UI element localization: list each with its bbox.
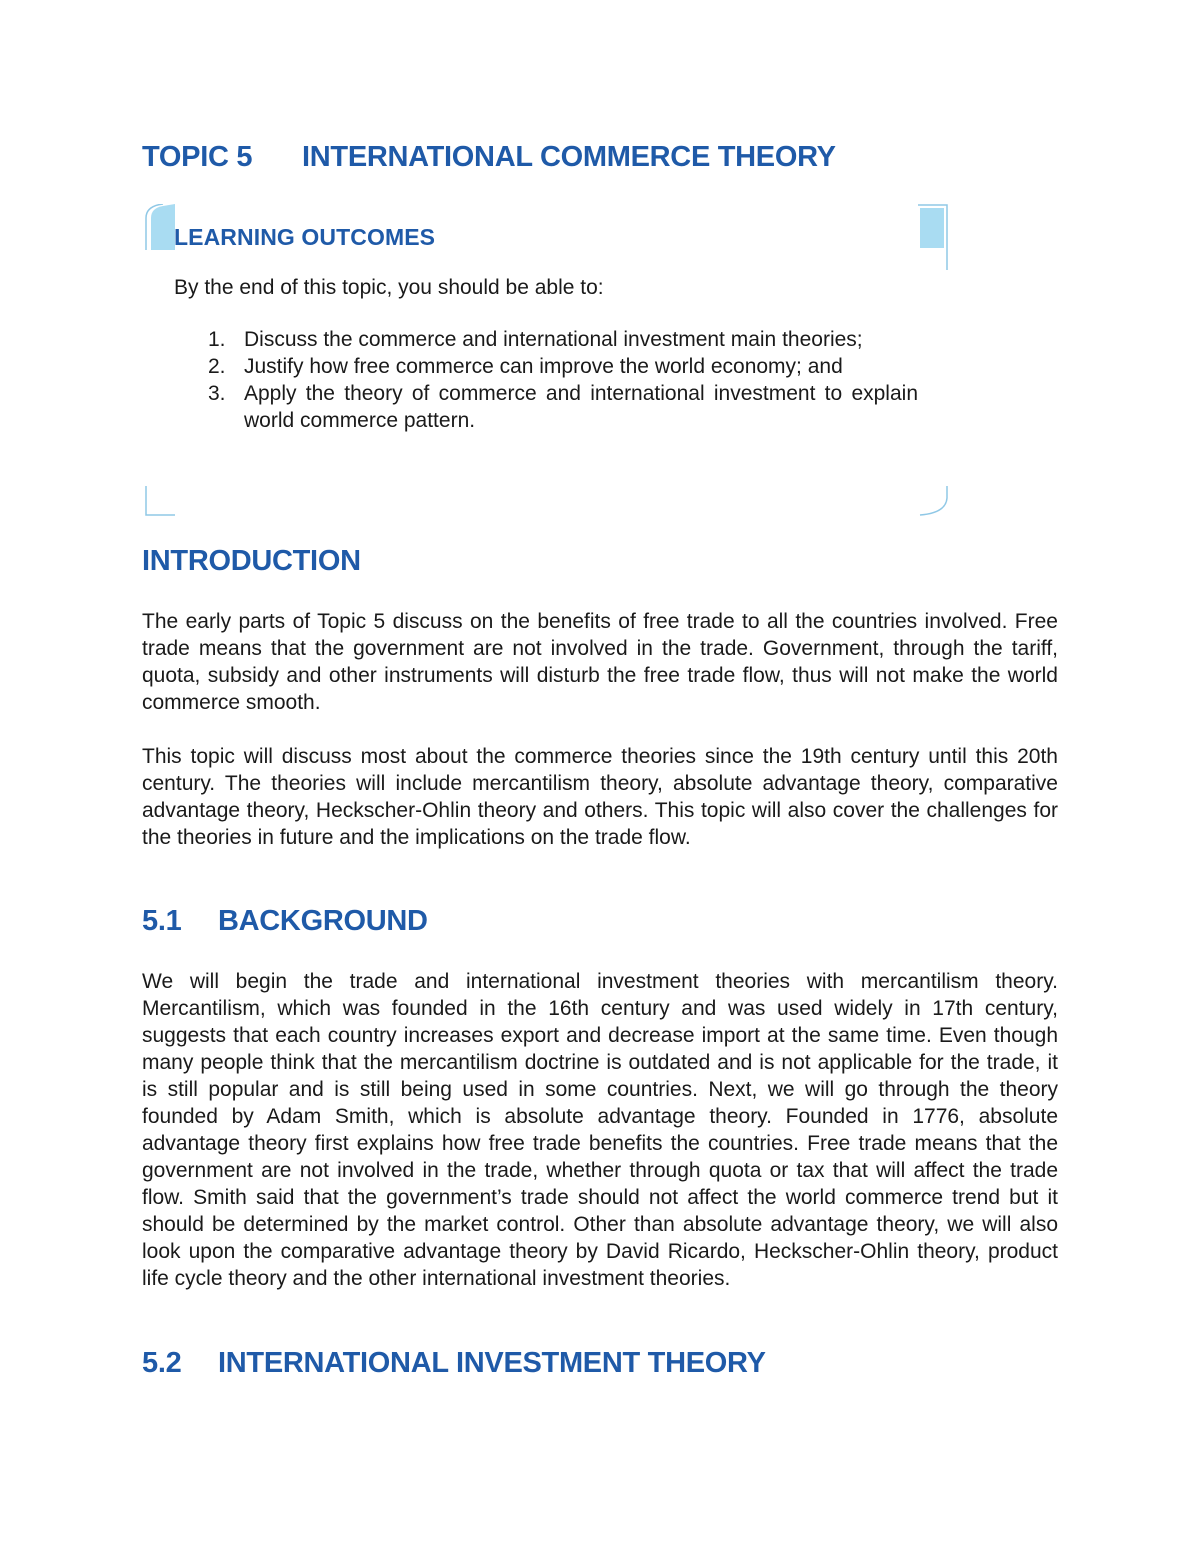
background-paragraph: We will begin the trade and international investment theories with mercantilism theory. Mercantilism, which was founded in the 16th century and was used widely in 17th century, suggests that each country increases export and decrease import at the same time. Even though many people think that the mercantilism doctrine is outdated and is not applicable for the trade, it is still popular and is still being used in some countries. Next, we will go through the theory founded by Adam Smith, which is absolute advantage theory. Founded in 1776, absolute advantage theory first explains how free trade benefits the countries. Free trade means that the government are not involved in the trade, whether through quota or tax that will affect the trade flow. Smith said that the government’s trade should not affect the world commerce trend but it should be determined by the market control. Other than absolute advantage theory, we will also look upon the comparative advantage theory by David Ricardo, Heckscher-Ohlin theory, product life cycle theory and the other international investment theories. [142,970,1058,1290]
topic-number: TOPIC 5 [142,141,253,173]
learning-outcomes-list [174,326,918,434]
list-item [174,353,918,380]
section-5-2-heading [142,1347,766,1380]
list-item-text: Justify how free commerce can improve the world economy; and [244,355,843,378]
frame-corner-bottom-right-icon [918,486,948,516]
section-title: INTERNATIONAL INVESTMENT THEORY [218,1347,766,1379]
frame-corner-top-right-icon [918,204,948,270]
section-number: 5.2 [142,1347,182,1379]
section-number: 5.1 [142,905,182,937]
section-5-1-heading [142,905,428,938]
learning-outcomes-intro: By the end of this topic, you should be able to: [174,276,604,299]
introduction-heading: INTRODUCTION [142,545,361,577]
list-item [174,380,918,434]
topic-title [142,141,836,174]
introduction-paragraph-1: The early parts of Topic 5 discuss on the benefits of free trade to all the countries involved. Free trade means that the government are not involved in the trade. Government, through the tariff, quota, subsidy and other instruments will disturb the free trade flow, thus will not make the world commerce smooth. [142,610,1058,714]
list-item-number: 2. [208,355,226,378]
section-title: BACKGROUND [218,905,428,937]
list-item-text: Discuss the commerce and international investment main theories; [244,328,863,351]
introduction-paragraph-2: This topic will discuss most about the commerce theories since the 19th century until this 20th century. The theories will include mercantilism theory, absolute advantage theory, comparative advantage theory, Heckscher-Ohlin theory and others. This topic will also cover the challenges for the theories in future and the implications on the trade flow. [142,745,1058,849]
list-item-number: 1. [208,328,226,351]
frame-corner-top-left-icon [145,204,175,250]
topic-title-text: INTERNATIONAL COMMERCE THEORY [302,141,836,173]
list-item-text: Apply the theory of commerce and international investment to explain world commerce pattern. [244,382,918,432]
list-item [174,326,918,353]
frame-corner-bottom-left-icon [145,486,175,516]
list-item-number: 3. [208,382,226,405]
learning-outcomes-box [142,204,948,516]
learning-outcomes-heading: LEARNING OUTCOMES [174,224,436,250]
